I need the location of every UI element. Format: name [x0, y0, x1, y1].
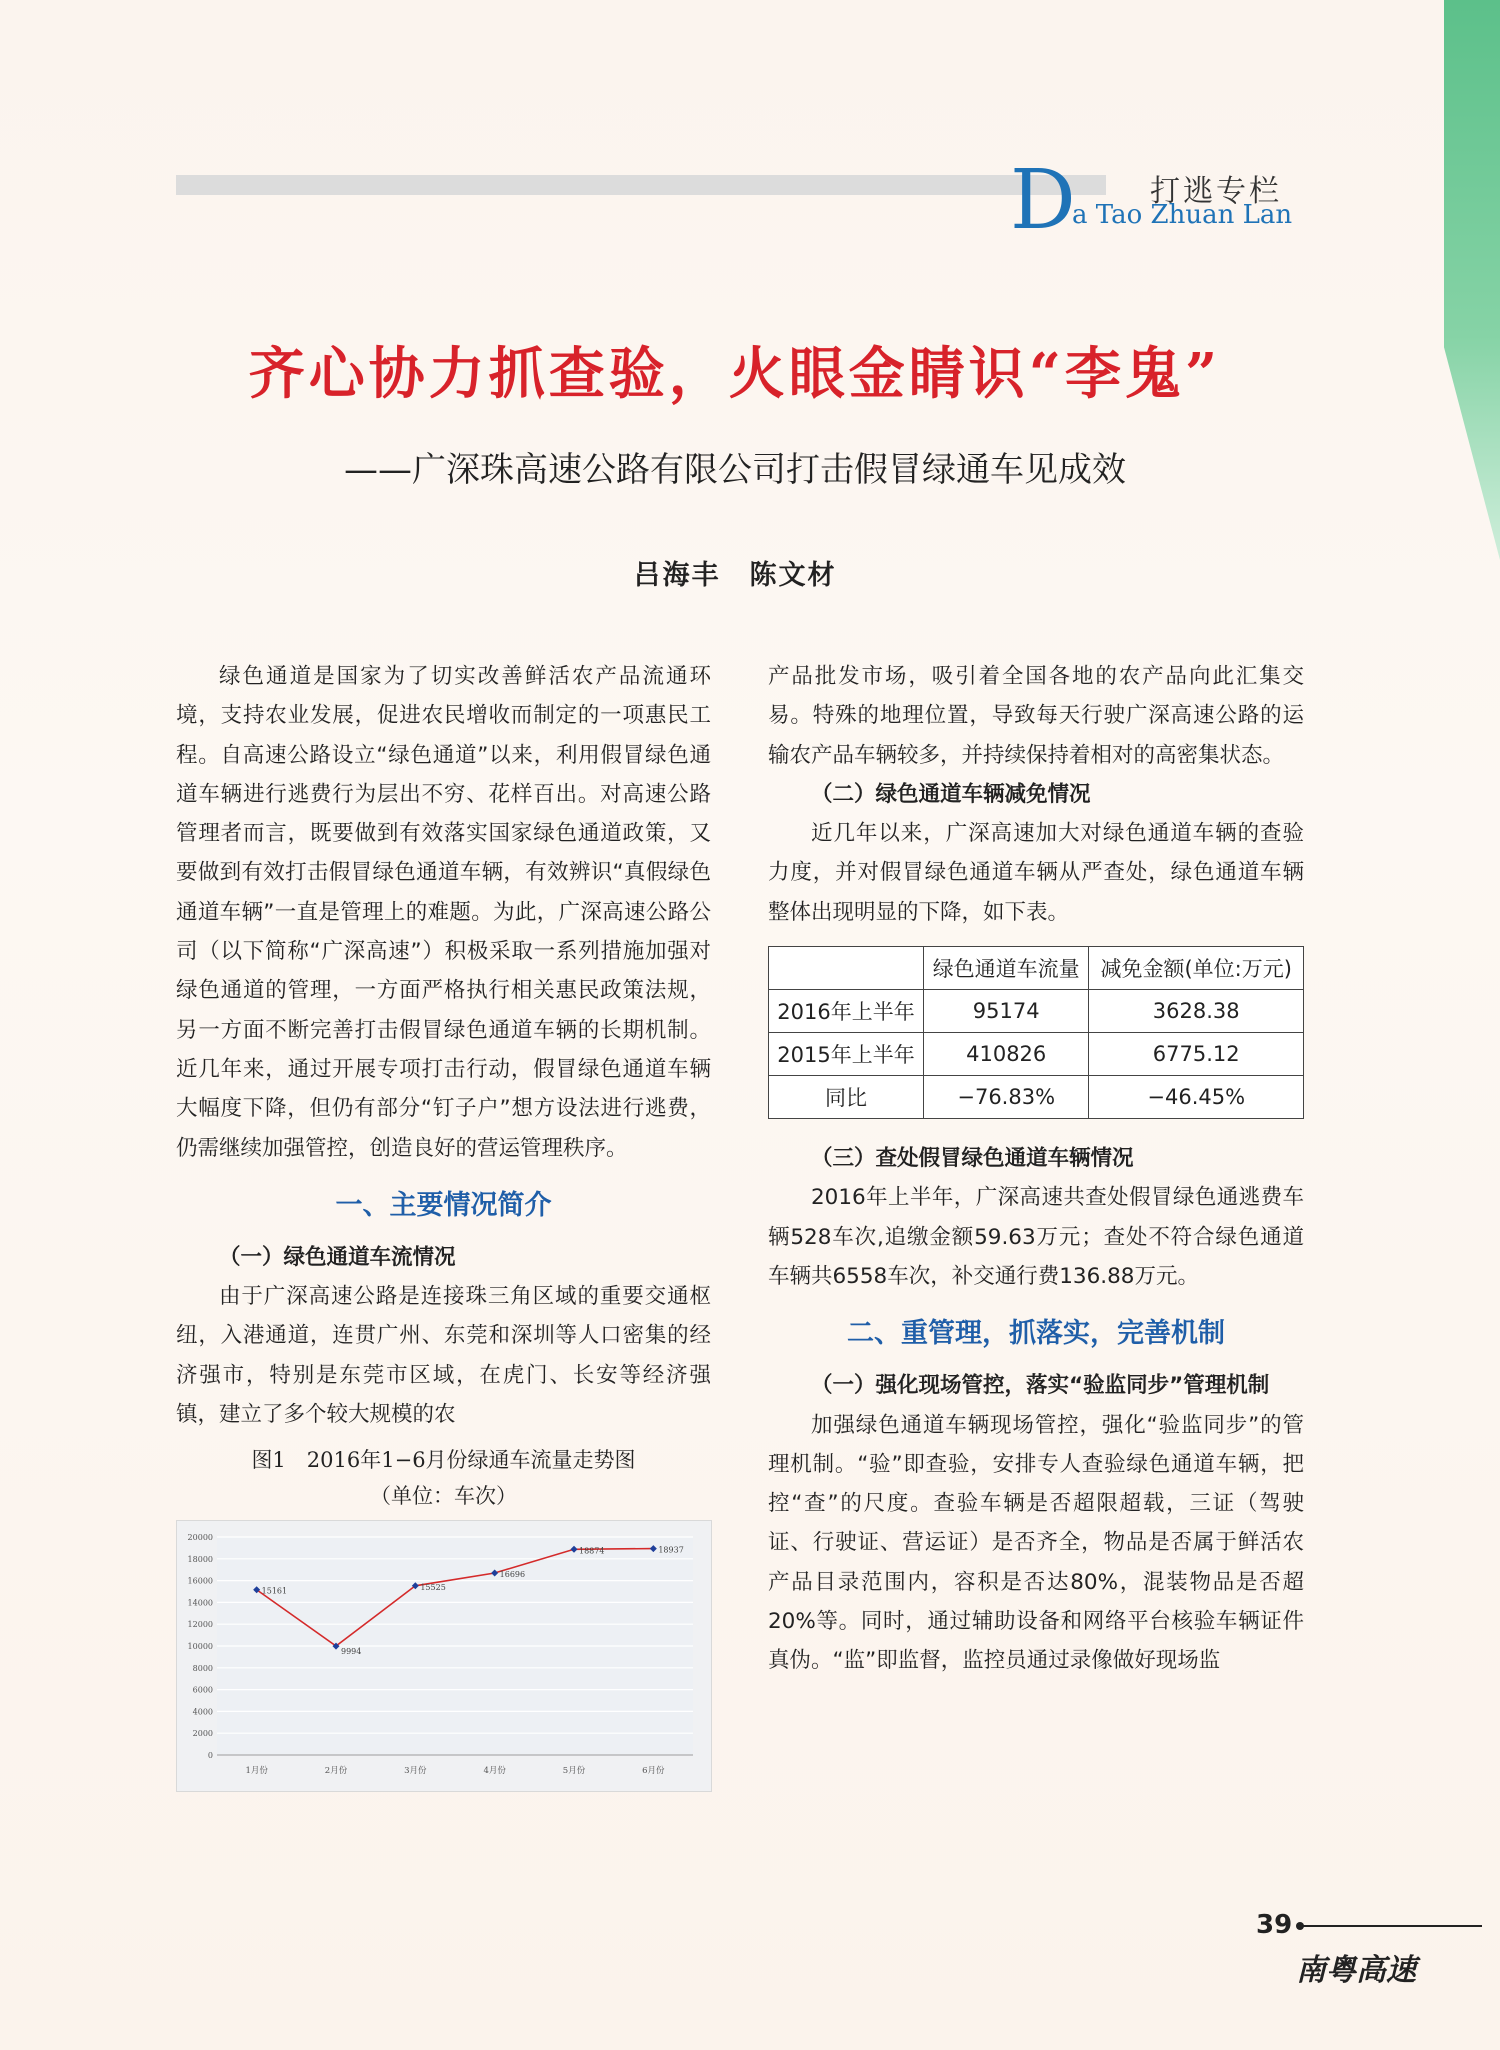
chart-y-tick-label: 20000 — [187, 1533, 213, 1543]
right-column — [768, 657, 1304, 1681]
chart-x-tick-label: 5月份 — [562, 1766, 586, 1777]
chart-x-tick-label: 2月份 — [324, 1766, 348, 1777]
chart-y-tick-label: 2000 — [192, 1729, 213, 1739]
chart-y-tick-label: 14000 — [187, 1598, 213, 1608]
chart-y-tick-label: 18000 — [187, 1555, 213, 1565]
chart-y-tick-label: 8000 — [192, 1664, 213, 1674]
sub2-heading: （二）绿色通道车辆减免情况 — [811, 781, 1091, 807]
sub1-heading: （一）绿色通道车流情况 — [219, 1244, 456, 1270]
sub3-heading: （三）查处假冒绿色通道车辆情况 — [811, 1146, 1134, 1172]
sub2-paragraph: 近几年以来，广深高速加大对绿色通道车辆的查验力度，并对假冒绿色通道车辆从严查处，绿色通道车辆整体出现明显的下降，如下表。 — [768, 821, 1304, 925]
chart-y-tick-label: 12000 — [187, 1620, 213, 1630]
chart-y-tick-label: 6000 — [192, 1685, 213, 1695]
column-pinyin: a Tao Zhuan Lan — [1072, 200, 1293, 230]
chart-svg — [177, 1521, 711, 1791]
article-subtitle: ——广深珠高速公路有限公司打击假冒绿通车见成效 — [344, 450, 1126, 490]
chart-x-tick-label: 1月份 — [245, 1766, 268, 1777]
chart-data-label: 16696 — [499, 1570, 526, 1580]
column-title: 打逃专栏 — [1150, 174, 1282, 209]
table-header-row — [769, 947, 1304, 990]
article-title: 齐心协力抓查验，火眼金睛识“李鬼” — [248, 341, 1222, 407]
table-cell: −76.83% — [923, 1076, 1088, 1119]
traffic-line-chart — [176, 1520, 712, 1792]
table-cell: −46.45% — [1089, 1076, 1304, 1119]
table-cell: 2015年上半年 — [769, 1033, 924, 1076]
chart-data-label: 9994 — [341, 1647, 362, 1657]
magazine-logo: 南粤高速 — [1296, 1953, 1416, 1988]
table-header-cell: 减免金额(单位:万元) — [1089, 947, 1304, 990]
left-column — [176, 657, 711, 1792]
continued-paragraph: 产品批发市场，吸引着全国各地的农产品向此汇集交易。特殊的地理位置，导致每天行驶广深高速公路的运输农产品车辆较多，并持续保持着相对的高密集状态。 — [768, 664, 1304, 768]
chart-x-tick-label: 4月份 — [483, 1766, 506, 1777]
reduction-table — [768, 946, 1304, 1119]
sub1-paragraph: 由于广深高速公路是连接珠三角区域的重要交通枢纽，入港通道，连贯广州、东莞和深圳等人口密集的经济强市，特别是东莞市区域，在虎门、长安等经济强镇，建立了多个较大规模的农 — [176, 1284, 711, 1428]
page-number: 39 — [1256, 1910, 1293, 1940]
table-cell: 2016年上半年 — [769, 990, 924, 1033]
sub3-paragraph: 2016年上半年，广深高速共查处假冒绿色通逃费车辆528车次,追缴金额59.63万元；查处不符合绿色通道车辆共6558车次，补交通行费136.88万元。 — [768, 1185, 1304, 1289]
table-header-cell: 绿色通道车流量 — [923, 947, 1088, 990]
sub4-heading: （一）强化现场管控，落实“验监同步”管理机制 — [811, 1373, 1270, 1399]
table-header-cell — [769, 947, 924, 990]
table-cell: 3628.38 — [1089, 990, 1304, 1033]
table-row — [769, 990, 1304, 1033]
sub4-paragraph: 加强绿色通道车辆现场管控，强化“验监同步”的管理机制。“验”即查验，安排专人查验绿色通道车辆，把控“查”的尺度。查验车辆是否超限超载，三证（驾驶证、行驶证、营运证）是否齐全，物品是否属于鲜活农产品目录范围内，容积是否达80%，混装物品是否超20%等。同时，通过辅助设备和网络平台核验车辆证件真伪。“监”即监督，监控员通过录像做好现场监 — [768, 1412, 1304, 1674]
table-row — [769, 1076, 1304, 1119]
column-logo-letter: D — [1010, 153, 1076, 248]
chart-data-label: 18937 — [658, 1545, 684, 1555]
section2-heading: 二、重管理，抓落实，完善机制 — [847, 1318, 1225, 1350]
table-cell: 95174 — [923, 990, 1088, 1033]
intro-paragraph: 绿色通道是国家为了切实改善鲜活农产品流通环境，支持农业发展，促进农民增收而制定的一项惠民工程。自高速公路设立“绿色通道”以来，利用假冒绿色通道车辆进行逃费行为层出不穷、花样百出。对高速公路管理者而言，既要做到有效落实国家绿色通道政策，又要做到有效打击假冒绿色通道车辆，有效辨识“真假绿色通道车辆”一直是管理上的难题。为此，广深高速公路公司（以下简称“广深高速”）积极采取一系列措施加强对绿色通道的管理，一方面严格执行相关惠民政策法规，另一方面不断完善打击假冒绿色通道车辆的长期机制。近几年来，通过开展专项打击行动，假冒绿色通道车辆大幅度下降，但仍有部分“钉子户”想方设法进行逃费，仍需继续加强管控，创造良好的营运管理秩序。 — [176, 664, 711, 1161]
page-number-rule — [1302, 1925, 1482, 1927]
chart-y-tick-label: 0 — [207, 1751, 213, 1761]
figure-caption-line1: 图1 2016年1−6月份绿通车流量走势图 — [251, 1448, 636, 1473]
chart-data-label: 15525 — [420, 1583, 446, 1593]
chart-data-label: 15161 — [261, 1587, 288, 1597]
chart-y-tick-label: 16000 — [187, 1576, 213, 1586]
chart-x-tick-label: 3月份 — [404, 1766, 427, 1777]
table-cell: 6775.12 — [1089, 1033, 1304, 1076]
chart-y-tick-label: 4000 — [192, 1707, 213, 1717]
figure-caption — [176, 1442, 711, 1514]
chart-y-tick-label: 10000 — [187, 1642, 213, 1652]
chart-x-tick-label: 6月份 — [642, 1766, 665, 1777]
table-cell: 同比 — [769, 1076, 924, 1119]
table-row — [769, 1033, 1304, 1076]
chart-data-label: 18874 — [579, 1546, 605, 1556]
header-bar — [176, 175, 1106, 195]
table-cell: 410826 — [923, 1033, 1088, 1076]
section1-heading: 一、主要情况简介 — [335, 1189, 552, 1221]
figure-caption-line2: （单位：车次） — [370, 1484, 517, 1509]
article-authors: 吕海丰 陈文材 — [633, 560, 837, 591]
